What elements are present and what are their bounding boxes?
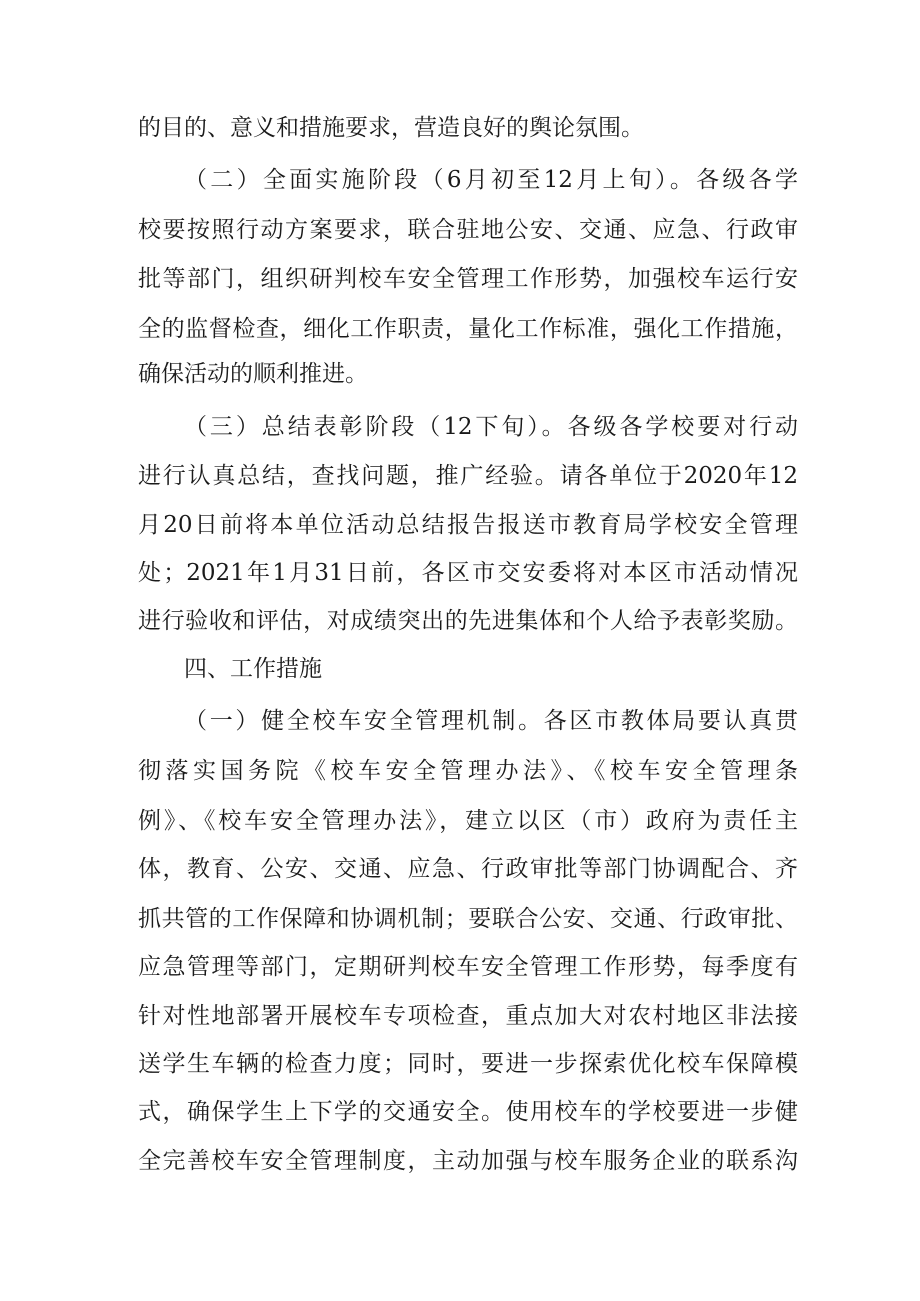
text-line: 例》、《校车安全管理办法》，建立以区（市）政府为责任主 — [138, 808, 798, 834]
text-line: 式，确保学生上下学的交通安全。使用校车的学校要进一步健 — [138, 1099, 798, 1125]
text-line: 应急管理等部门，定期研判校车安全管理工作形势，每季度有 — [138, 954, 798, 980]
text-line: 的目的、意义和措施要求，营造良好的舆论氛围。 — [138, 115, 644, 141]
text-line: 针对性地部署开展校车专项检查，重点加大对农村地区非法接 — [138, 1003, 798, 1029]
text-line: 送学生车辆的检查力度；同时，要进一步探索优化校车保障模 — [138, 1051, 798, 1077]
text-line: （一）健全校车安全管理机制。各区市教体局要认真贯 — [184, 708, 798, 734]
text-line: 校要按照行动方案要求，联合驻地公安、交通、应急、行政审 — [138, 217, 798, 243]
text-line: 批等部门，组织研判校车安全管理工作形势，加强校车运行安 — [138, 266, 798, 292]
text-line: 处；2021年1月31日前，各区市交安委将对本区市活动情况 — [138, 560, 798, 586]
text-line: 确保活动的顺利推进。 — [138, 361, 368, 387]
text-line: （二）全面实施阶段（6月初至12月上旬）。各级各学 — [184, 167, 798, 193]
text-line: 抓共管的工作保障和协调机制；要联合公安、交通、行政审批、 — [138, 906, 798, 932]
text-line: （三）总结表彰阶段（12下旬）。各级各学校要对行动 — [184, 414, 798, 440]
text-line: 进行验收和评估，对成绩突出的先进集体和个人给予表彰奖励。 — [138, 608, 798, 634]
text-line: 月20日前将本单位活动总结报告报送市教育局学校安全管理 — [138, 512, 798, 538]
section-heading: 四、工作措施 — [184, 656, 322, 682]
text-line: 彻落实国务院《校车安全管理办法》、《校车安全管理条 — [138, 758, 798, 784]
text-line: 体，教育、公安、交通、应急、行政审批等部门协调配合、齐 — [138, 856, 798, 882]
text-line: 全的监督检查，细化工作职责，量化工作标准，强化工作措施， — [138, 316, 798, 342]
text-line: 全完善校车安全管理制度，主动加强与校车服务企业的联系沟 — [138, 1148, 798, 1174]
text-line: 进行认真总结，查找问题，推广经验。请各单位于2020年12 — [138, 463, 798, 489]
